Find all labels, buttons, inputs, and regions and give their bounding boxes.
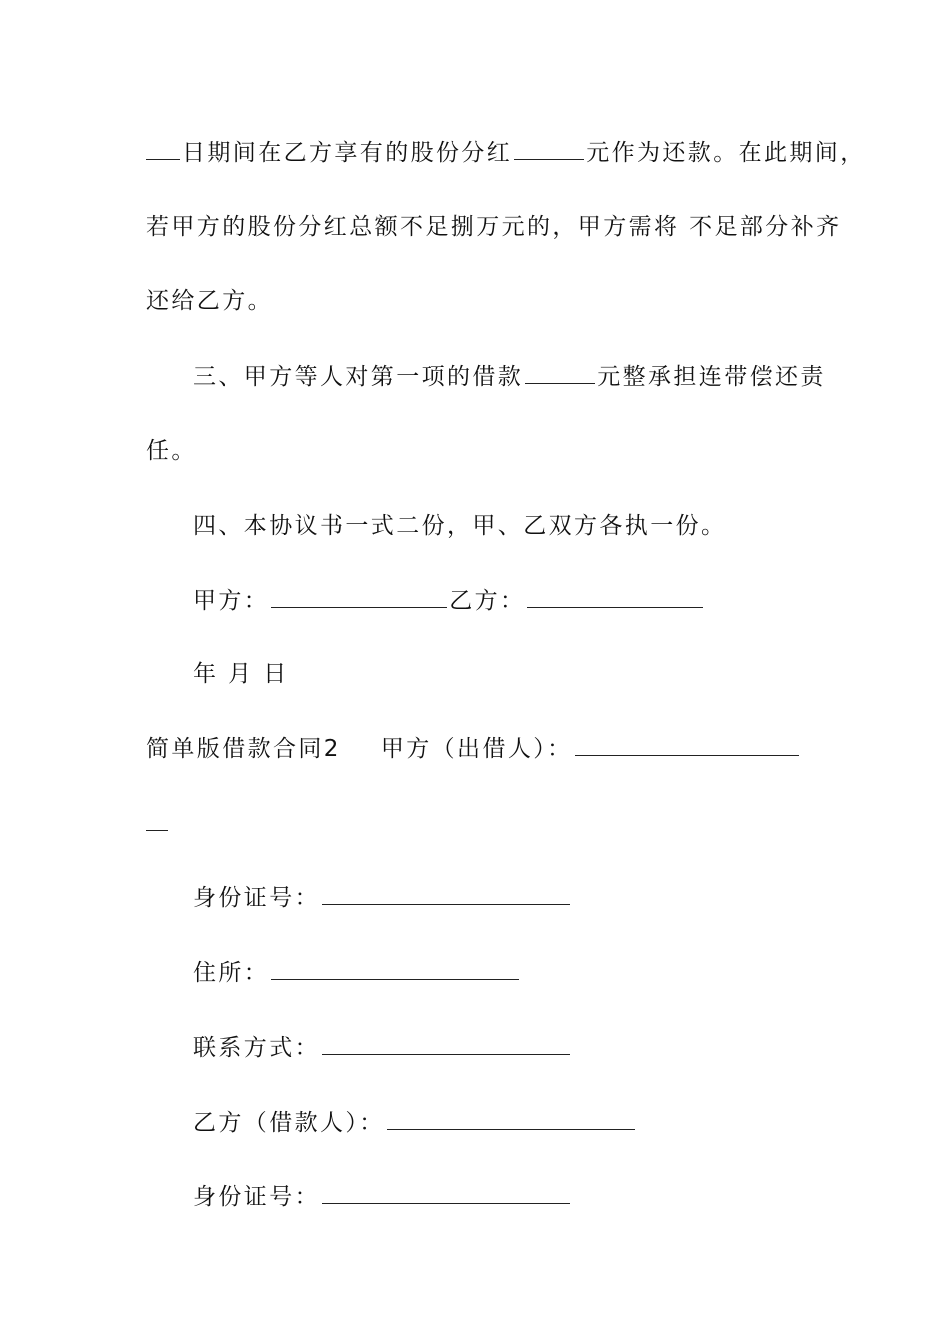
text-segment: 三、甲方等人对第一项的借款 <box>193 364 524 390</box>
address-blank <box>271 957 519 980</box>
party-a-blank <box>271 585 447 608</box>
contract-title: 简单版借款合同2 <box>146 736 341 762</box>
paragraph-line <box>193 361 826 393</box>
signature-line <box>193 585 705 617</box>
id-number-label: 身份证号： <box>193 1184 320 1210</box>
id-number-blank <box>322 882 570 905</box>
continuation-line <box>146 808 170 840</box>
borrower-blank <box>387 1107 635 1130</box>
fill-in-blank <box>514 137 584 160</box>
borrower-label: 乙方（借款人）： <box>193 1110 385 1136</box>
party-b-blank <box>527 585 703 608</box>
field-line <box>193 882 572 914</box>
contact-label: 联系方式： <box>193 1035 320 1061</box>
text-segment: 元作为还款。在此期间， <box>586 140 866 166</box>
paragraph-line: 四、本协议书一式二份，甲、乙双方各执一份。 <box>193 513 727 539</box>
lender-label: 甲方（出借人）： <box>380 736 573 762</box>
text-segment: 元整承担连带偿还责 <box>597 364 826 390</box>
fill-in-blank <box>525 361 595 384</box>
paragraph-line: 还给乙方。 <box>146 288 273 314</box>
address-label: 住所： <box>193 960 270 986</box>
field-line <box>193 957 521 989</box>
contact-blank <box>322 1032 570 1055</box>
lender-blank <box>575 733 799 756</box>
contract-heading-line <box>146 733 801 765</box>
field-line <box>193 1181 572 1213</box>
id-number-label: 身份证号： <box>193 885 320 911</box>
party-b-label: 乙方： <box>449 588 526 614</box>
id-number-blank <box>322 1181 570 1204</box>
fill-in-blank <box>146 808 168 831</box>
field-line <box>193 1032 572 1064</box>
paragraph-line: 任。 <box>146 438 197 464</box>
field-line <box>193 1107 637 1139</box>
date-line: 年 月 日 <box>193 661 289 687</box>
text-segment: 日期间在乙方享有的股份分红 <box>182 140 513 166</box>
paragraph-line: 若甲方的股份分红总额不足捌万元的，甲方需将 不足部分补齐 <box>146 214 842 240</box>
fill-in-blank <box>146 137 180 160</box>
party-a-label: 甲方： <box>193 588 270 614</box>
paragraph-line <box>146 137 866 169</box>
